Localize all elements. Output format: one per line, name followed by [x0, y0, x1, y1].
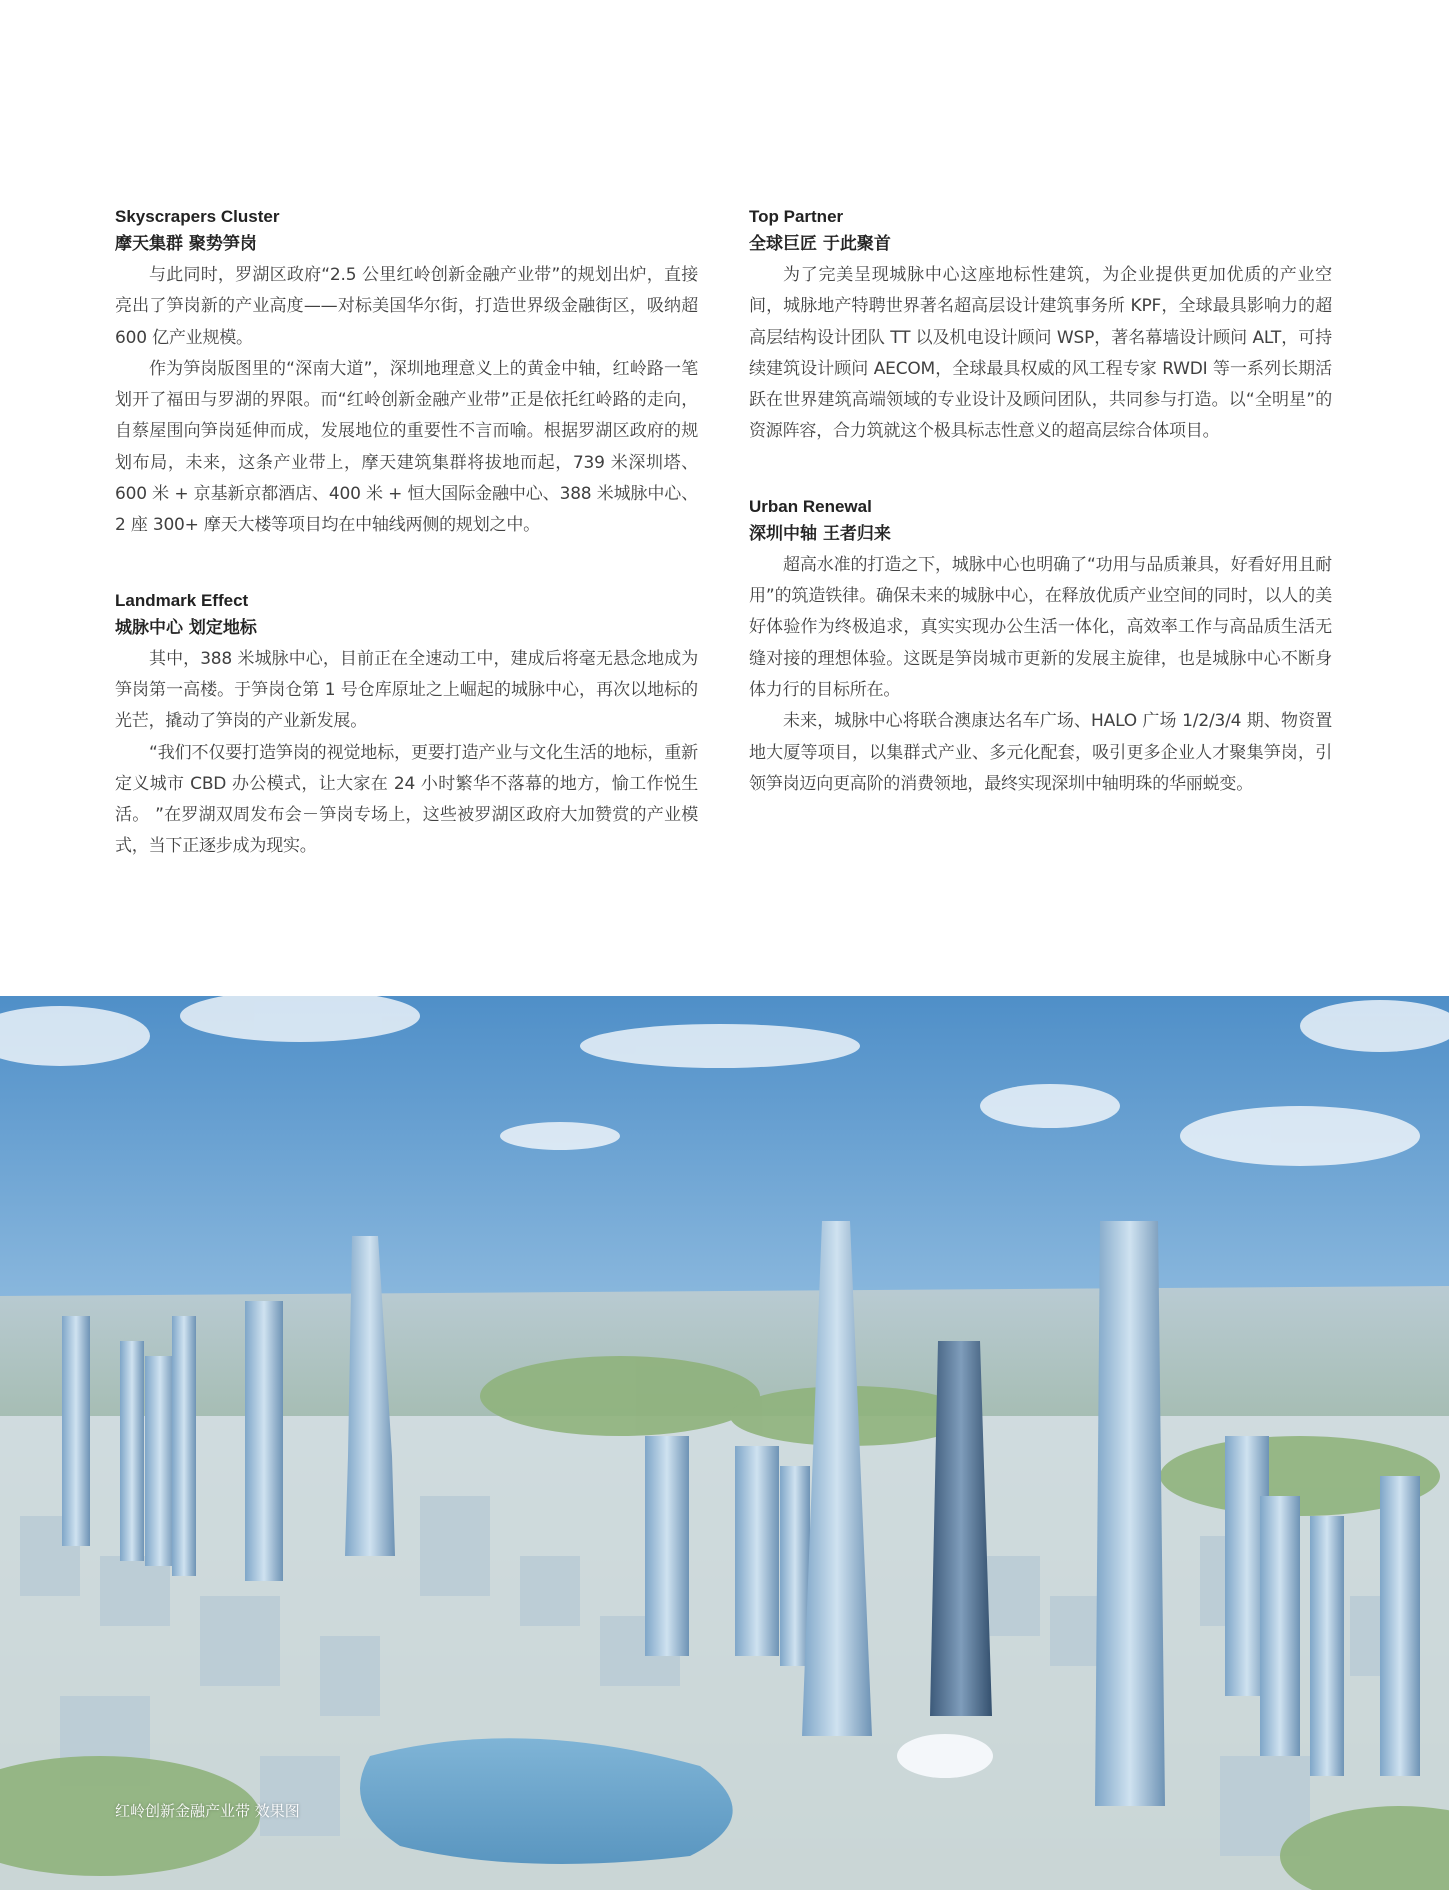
paragraph: 与此同时，罗湖区政府“2.5 公里红岭创新金融产业带”的规划出炉，直接亮出了笋岗新的产业高度——对标美国华尔街，打造世界级金融街区，吸纳超 600 亿产业规模。	[115, 265, 698, 348]
section-heading-en: Landmark Effect	[115, 590, 249, 610]
section-top-partner	[749, 204, 1332, 448]
section-landmark-effect	[115, 588, 698, 863]
city-rendering-image	[0, 996, 1449, 1890]
image-caption: 红岭创新金融产业带 效果图	[115, 1802, 300, 1820]
paragraph: 作为笋岗版图里的“深南大道”，深圳地理意义上的黄金中轴，红岭路一笔划开了福田与罗湖的界限。而“红岭创新金融产业带”正是依托红岭路的走向，自蔡屋围向笋岗延伸而成，发展地位的重要性不言而喻。根据罗湖区政府的规划布局，未来，这条产业带上，摩天建筑集群将拔地而起，739 米深圳塔、600 米 + 京基新京都酒店、400 米 + 恒大国际金融中心、388 米城脉中心、2 座 300+ 摩天大楼等项目均在中轴线两侧的规划之中。	[115, 358, 698, 536]
paragraph: 其中，388 米城脉中心，目前正在全速动工中，建成后将毫无悬念地成为笋岗第一高楼。于笋岗仓第 1 号仓库原址之上崛起的城脉中心，再次以地标的光芒，撬动了笋岗的产业新发展。	[115, 648, 698, 732]
paragraph: 超高水准的打造之下，城脉中心也明确了“功用与品质兼具，好看好用且耐用”的筑造铁律。确保未来的城脉中心，在释放优质产业空间的同时，以人的美好体验作为终极追求，真实实现办公生活一体化，高效率工作与高品质生活无缝对接的理想体验。这既是笋岗城市更新的发展主旋律，也是城脉中心不断身体力行的目标所在。	[749, 554, 1332, 700]
section-heading-zh: 深圳中轴 王者归来	[749, 523, 891, 544]
paragraph: 未来，城脉中心将联合澳康达名车广场、HALO 广场 1/2/3/4 期、物资置地大厦等项目，以集群式产业、多元化配套，吸引更多企业人才聚集笋岗，引领笋岗迈向更高阶的消费领地，最终实现深圳中轴明珠的华丽蜕变。	[749, 711, 1332, 794]
right-column	[749, 204, 1332, 800]
skyline-illustration	[0, 996, 1449, 1890]
section-heading-zh: 摩天集群 聚势笋岗	[115, 234, 257, 254]
section-heading-en: Top Partner	[749, 207, 844, 226]
paragraph: “我们不仅要打造笋岗的视觉地标，更要打造产业与文化生活的地标，重新定义城市 CBD 办公模式，让大家在 24 小时繁华不落幕的地方，愉工作悦生活。 ”在罗湖双周发布会－笋岗专场上，这些被罗湖区政府大加赞赏的产业模式，当下正逐步成为现实。	[115, 742, 698, 857]
paragraph: 为了完美呈现城脉中心这座地标性建筑，为企业提供更加优质的产业空间，城脉地产特聘世界著名超高层设计建筑事务所 KPF，全球最具影响力的超高层结构设计团队 TT 以及机电设计顾问 WSP，著名幕墙设计顾问 ALT，可持续建筑设计顾问 AECOM，全球最具权威的风工程专家 RWDI 等一系列长期活跃在世界建筑高端领域的专业设计及顾问团队，共同参与打造。以“全明星”的资源阵容，合力筑就这个极具标志性意义的超高层综合体项目。	[749, 265, 1332, 442]
section-heading-zh: 城脉中心 划定地标	[115, 617, 257, 638]
section-urban-renewal	[749, 494, 1332, 800]
section-heading-en: Skyscrapers Cluster	[115, 207, 280, 226]
left-column	[115, 204, 698, 863]
section-skyscrapers-cluster	[115, 204, 698, 542]
section-heading-en: Urban Renewal	[749, 496, 872, 516]
section-heading-zh: 全球巨匠 于此聚首	[749, 234, 891, 254]
